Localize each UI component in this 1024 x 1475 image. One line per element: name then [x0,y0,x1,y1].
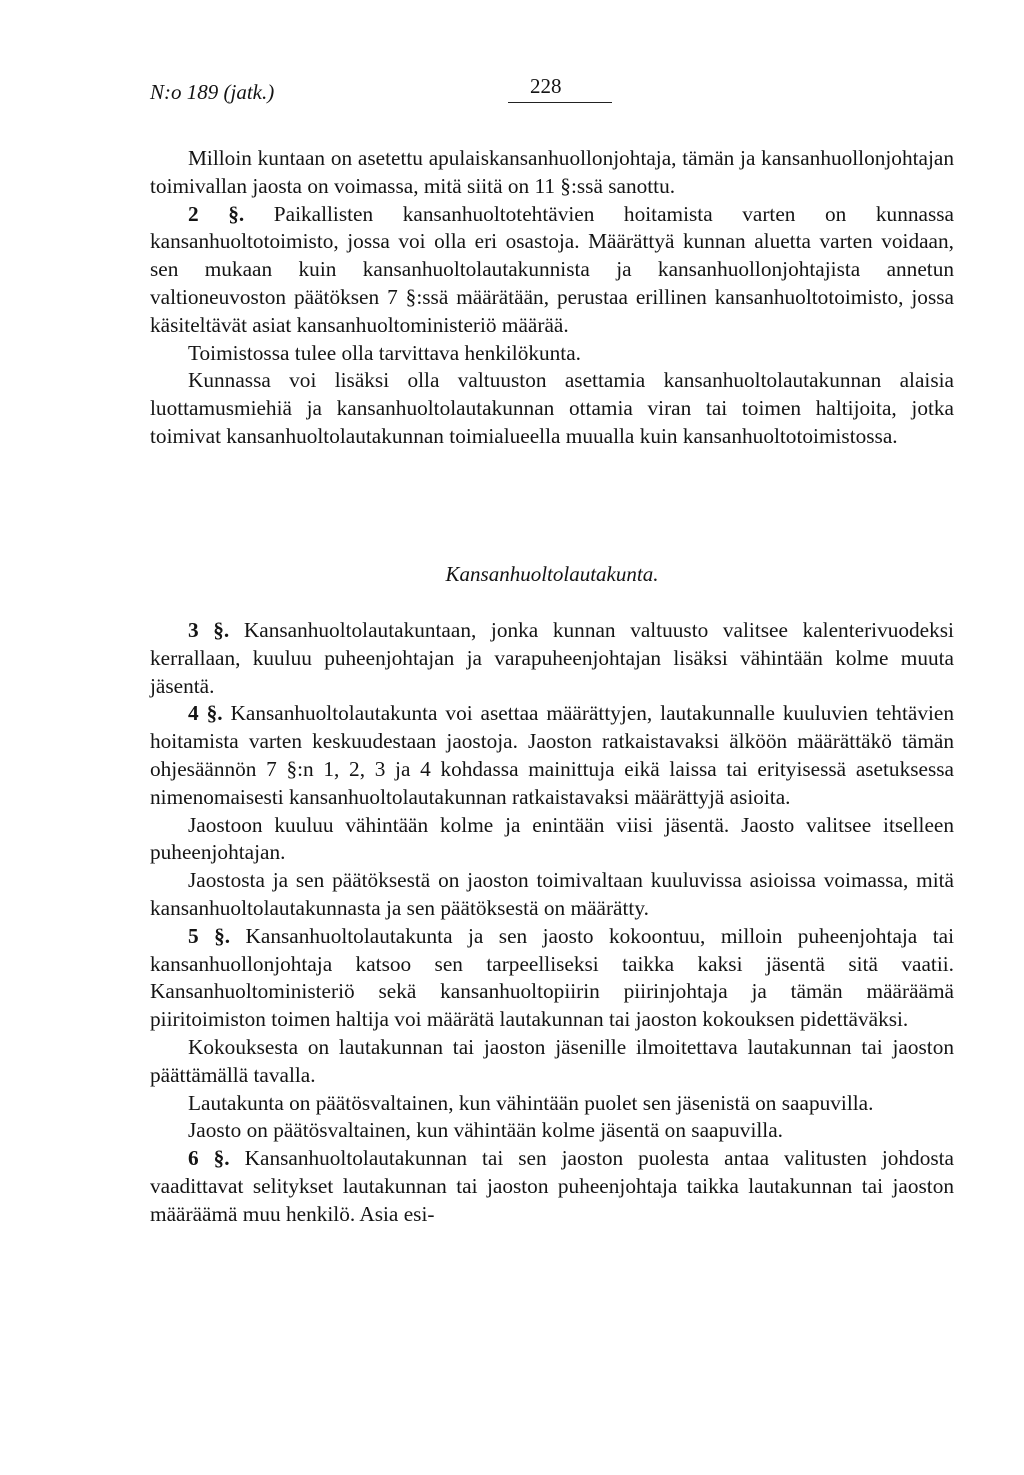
section-number: 4 §. [188,701,223,726]
paragraph-text: Kunnassa voi lisäksi olla valtuuston asettamia kansanhuoltolautakunnan alaisia luottamusmiehiä ja kansanhuoltolautakunnan ottamia viran tai toimen haltijoita, jotka toimivat kansanhuoltolautakunnan toimialueella muualla kuin kansanhuoltotoimistossa. [150,368,954,448]
text-block-bottom [150,617,954,1229]
page-number: 228 [530,74,562,98]
paragraph [150,340,954,368]
paragraph-text: Lautakunta on päätösvaltainen, kun vähintään puolet sen jäsenistä on saapuvilla. [188,1090,874,1115]
paragraph-text: Kansanhuoltolautakuntaan, jonka kunnan valtuusto valitsee kalenterivuodeksi kerrallaan, kuuluu puheenjohtajan ja varapuheenjohtajan lisäksi vähintään kolme muuta jäsentä. [150,618,954,698]
paragraph-text: Jaostosta ja sen päätöksestä on jaoston toimivaltaan kuuluvissa asioissa voimassa, mitä kansanhuoltolautakunnasta ja sen päätöksestä on määrätty. [150,868,954,920]
paragraph-text: Kansanhuoltolautakunta voi asettaa määrättyjen, lautakunnalle kuuluvien tehtävien hoitamista varten keskuudestaan jaostoja. Jaoston ratkaistavaksi älköön määrättäkö tämän ohjesäännön 7 §:n 1, 2, 3 ja 4 kohdassa mainittuja eikä laissa tai erityisessä asetuksessa nimenomaisesti kansanhuoltolautakunnan ratkaistavaksi määrättyjä asioita. [150,701,954,809]
section-number: 3 §. [188,618,230,642]
paragraph-text: Toimistossa tulee olla tarvittava henkilökunta. [188,340,582,365]
paragraph-text: Kansanhuoltolautakunta ja sen jaosto kokoontuu, milloin puheenjohtaja tai kansanhuollonjohtaja katsoo sen tarpeelliseksi taikka kaksi jäsentä sitä vaatii. Kansanhuoltoministeriö sekä kansanhuoltopiirin piirinjohtaja ja tämän määräämä piiritoimiston toimen haltija voi määrätä lautakunnan tai jaoston kokouksen pidettäväksi. [150,923,954,1032]
paragraph [150,700,954,811]
header-rule [508,102,612,103]
text-block-top [150,145,954,451]
paragraph-text: Kokouksesta on lautakunnan tai jaoston jäsenille ilmoitettava lautakunnan tai jaoston päättämällä tavalla. [150,1034,954,1087]
running-header: N:o 189 (jatk.) [150,80,275,104]
paragraph [150,1117,954,1145]
paragraph [150,812,954,868]
paragraph-text: Kansanhuoltolautakunnan tai sen jaoston puolesta antaa valitusten johdosta vaadittavat selitykset lautakunnan tai jaoston puheenjohtaja taikka lautakunnan tai jaoston määräämä muu henkilö. Asia esi- [150,1146,954,1226]
paragraph-text: Jaosto on päätösvaltainen, kun vähintään kolme jäsentä on saapuvilla. [188,1118,783,1143]
section-number: 2 §. [188,201,245,226]
paragraph [150,1090,954,1118]
paragraph-text: Paikallisten kansanhuoltotehtävien hoitamista varten on kunnassa kansanhuoltotoimisto, jossa voi olla eri osastoja. Määrättyä kunnan aluetta varten voidaan, sen mukaan kuin kansanhuoltolautakunnista ja kansanhuollonjohtajista annetun valtioneuvoston päätöksen 7 §:ssä määrätään, perustaa erillinen kansanhuoltotoimisto, jossa käsiteltävät asiat kansanhuoltoministeriö määrää. [150,201,954,337]
paragraph [150,867,954,923]
paragraph [150,201,954,340]
paragraph [150,145,954,201]
section-number: 5 §. [188,923,231,948]
section-heading: Kansanhuoltolautakunta. [445,562,659,586]
paragraph [150,617,954,700]
paragraph [150,367,954,450]
section-number: 6 §. [188,1146,230,1171]
paragraph-text: Milloin kuntaan on asetettu apulaiskansanhuollonjohtaja, tämän ja kansanhuollonjohtajan toimivallan jaosta on voimassa, mitä siitä on 11 §:ssä sanottu. [150,146,954,198]
paragraph [150,1145,954,1228]
paragraph-text: Jaostoon kuuluu vähintään kolme ja enintään viisi jäsentä. Jaosto valitsee itselleen puheenjohtajan. [150,812,954,865]
paragraph [150,1034,954,1090]
paragraph [150,923,954,1034]
